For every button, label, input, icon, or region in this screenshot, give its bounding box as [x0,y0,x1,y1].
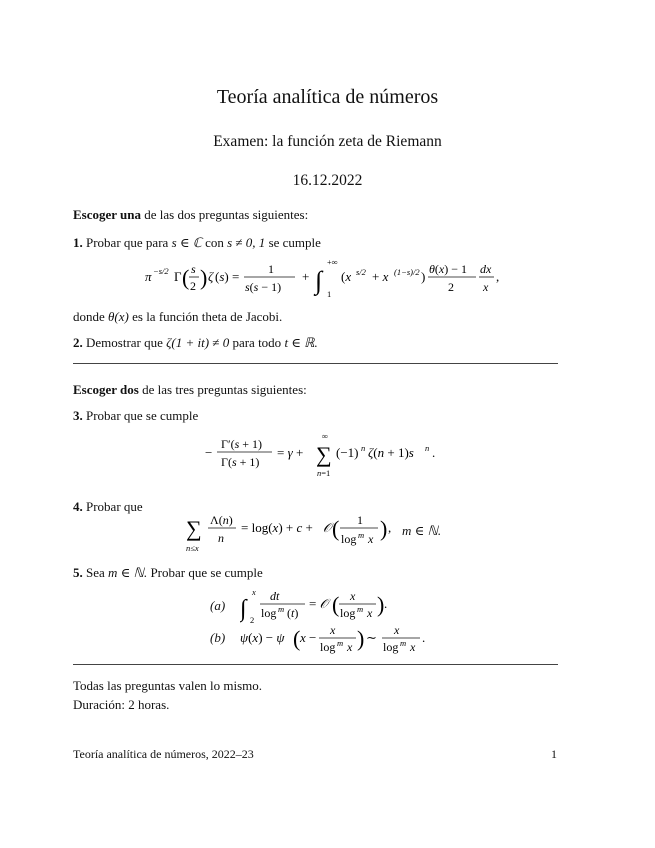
svg-text:(s) =: (s) = [215,269,240,284]
section2-intro-rest: de las tres preguntas siguientes: [142,382,307,397]
svg-text:.: . [432,445,436,460]
footer-course: Teoría analítica de números, 2022–23 [73,747,254,761]
svg-text:n=1: n=1 [317,468,331,478]
section1-intro-rest: de las dos preguntas siguientes: [144,207,309,222]
note-duration: Duración: 2 horas. [73,697,170,712]
svg-text:∑: ∑ [316,442,332,467]
svg-text:,: , [496,269,500,284]
svg-text:x: x [367,606,373,620]
svg-text:(−1): (−1) [336,445,359,460]
svg-text:s/2: s/2 [356,267,366,277]
svg-text:θ(x) − 1: θ(x) − 1 [429,262,467,276]
question-5-text-a: Sea [86,565,105,580]
question-5-text-b: Probar que se cumple [150,565,263,580]
svg-text:.: . [384,596,388,611]
question-4-text: Probar que [86,499,143,514]
question-1-text-c: se cumple [268,235,321,250]
svg-text:log: log [261,606,277,620]
svg-text:m: m [400,638,407,648]
svg-text:log: log [320,640,336,654]
question-1-text-a: Probar que para [86,235,169,250]
svg-text:Γ′(s + 1): Γ′(s + 1) [221,437,262,451]
question-3-formula [205,430,445,480]
svg-text:dt: dt [270,589,280,603]
svg-text:2: 2 [250,615,255,625]
section2-intro [73,382,307,398]
svg-text:.: . [422,630,426,645]
question-4-number: 4. [73,499,83,514]
question-5-formulas [210,586,440,656]
question-5 [73,565,263,581]
section-divider-1 [73,363,558,364]
svg-text:ζ: ζ [208,269,214,284]
svg-text:x: x [483,280,489,294]
question-1-formula [145,257,505,301]
svg-text:1: 1 [327,289,332,299]
svg-text:= γ +: = γ + [277,445,304,460]
svg-text:(x: (x [341,269,352,284]
svg-text:m: m [357,604,364,614]
question-5a-label: (a) [210,598,226,613]
question-2-text-b: para todo [232,335,282,350]
svg-text:m: m [278,604,285,614]
svg-text:,: , [388,520,392,535]
question-1-cond-a: s ∈ ℂ [171,235,202,250]
question-3-text: Probar que se cumple [86,408,199,423]
svg-text:∫: ∫ [315,266,323,295]
question-5b-label: (b) [210,630,226,645]
question-3-number: 3. [73,408,83,423]
svg-text:): ) [380,516,388,541]
svg-text:n: n [218,531,224,545]
svg-text:−: − [205,445,213,460]
svg-text:−s/2: −s/2 [153,266,169,276]
svg-text:(: ( [182,265,190,290]
svg-text:(: ( [293,626,301,651]
theta-function: θ(x) [108,309,129,324]
question-2-formula: ζ(1 + it) ≠ 0 [166,335,230,350]
section-divider-2 [73,664,558,665]
svg-text:+ x: + x [372,269,389,284]
question-3 [73,408,198,424]
section2-intro-bold: Escoger dos [73,382,139,397]
svg-text:Γ: Γ [174,269,182,284]
svg-text:2: 2 [190,279,196,293]
svg-text:m: m [337,638,344,648]
svg-text:ζ(n + 1)s: ζ(n + 1)s [368,445,414,460]
svg-text:Γ(s + 1): Γ(s + 1) [221,455,260,469]
svg-text:x: x [252,587,256,597]
exam-date: 16.12.2022 [292,172,363,189]
question-1-number: 1. [73,235,83,250]
svg-text:s: s [191,262,196,276]
question-1-text-b: con [205,235,224,250]
svg-text:ψ(x) − ψ: ψ(x) − ψ [240,630,285,645]
svg-text:): ) [421,269,426,284]
svg-text:log: log [383,640,399,654]
svg-text:n: n [361,443,366,453]
section1-intro-bold: Escoger una [73,207,142,222]
svg-text:x: x [330,623,336,637]
von-mangoldt-sum-svg [186,510,420,556]
exam-subtitle: Examen: la función zeta de Riemann [213,133,442,150]
question-1-cond-b: s ≠ 0, 1 [227,235,266,250]
svg-text:(t): (t) [287,606,299,620]
question-5-number: 5. [73,565,83,580]
svg-text:(1−s)/2: (1−s)/2 [394,267,420,277]
svg-text:𝒪: 𝒪 [323,520,332,535]
svg-text:+∞: +∞ [327,257,338,267]
svg-text:log: log [341,532,357,546]
digamma-series-svg [205,430,445,480]
question-2-cond: t ∈ ℝ. [284,335,318,350]
svg-text:m: m [358,530,365,540]
question-1-after [73,309,282,325]
svg-text:1: 1 [357,513,363,527]
svg-text:2: 2 [448,280,454,294]
question-4-formula [186,510,486,556]
question-4-cond: m ∈ ℕ. [402,523,442,538]
svg-text:x −: x − [300,630,317,645]
svg-text:dx: dx [480,262,492,276]
svg-text:x: x [410,640,416,654]
note-equal-weight: Todas las preguntas valen lo mismo. [73,678,263,693]
svg-text:1: 1 [268,262,274,276]
question-2-number: 2. [73,335,83,350]
svg-text:x: x [368,532,374,546]
svg-text:x: x [350,589,356,603]
svg-text:Λ(n): Λ(n) [210,513,233,527]
svg-text:∫: ∫ [240,596,247,622]
svg-text:(: ( [332,592,340,617]
question-2 [73,335,318,351]
functional-equation-svg [145,257,505,301]
section1-intro [73,207,308,223]
question-5-formula-svg [240,586,440,656]
svg-text:s(s − 1): s(s − 1) [245,280,282,294]
svg-text:): ) [377,592,385,617]
svg-text:x: x [394,623,400,637]
question-1 [73,235,321,251]
svg-text:∼: ∼ [366,630,377,645]
question-2-text-a: Demostrar que [86,335,163,350]
footer-page-number: 1 [551,747,557,761]
svg-text:∞: ∞ [322,431,329,441]
question-5-cond: m ∈ ℕ. [108,565,148,580]
svg-text:+: + [302,269,310,284]
svg-text:): ) [200,265,208,290]
page-title: Teoría analítica de números [216,86,439,108]
svg-text:): ) [357,626,365,651]
svg-text:= log(x) + c +: = log(x) + c + [241,520,313,535]
question-1-after-b: es la función theta de Jacobi. [132,309,283,324]
svg-text:(: ( [332,516,340,541]
svg-text:n≤x: n≤x [186,543,199,553]
question-4 [73,499,143,515]
svg-text:x: x [347,640,353,654]
question-1-after-a: donde [73,309,105,324]
svg-text:log: log [340,606,356,620]
svg-text:n: n [425,443,430,453]
svg-text:∑: ∑ [186,516,202,541]
svg-text:π: π [145,269,152,284]
svg-text:= 𝒪: = 𝒪 [309,596,328,611]
